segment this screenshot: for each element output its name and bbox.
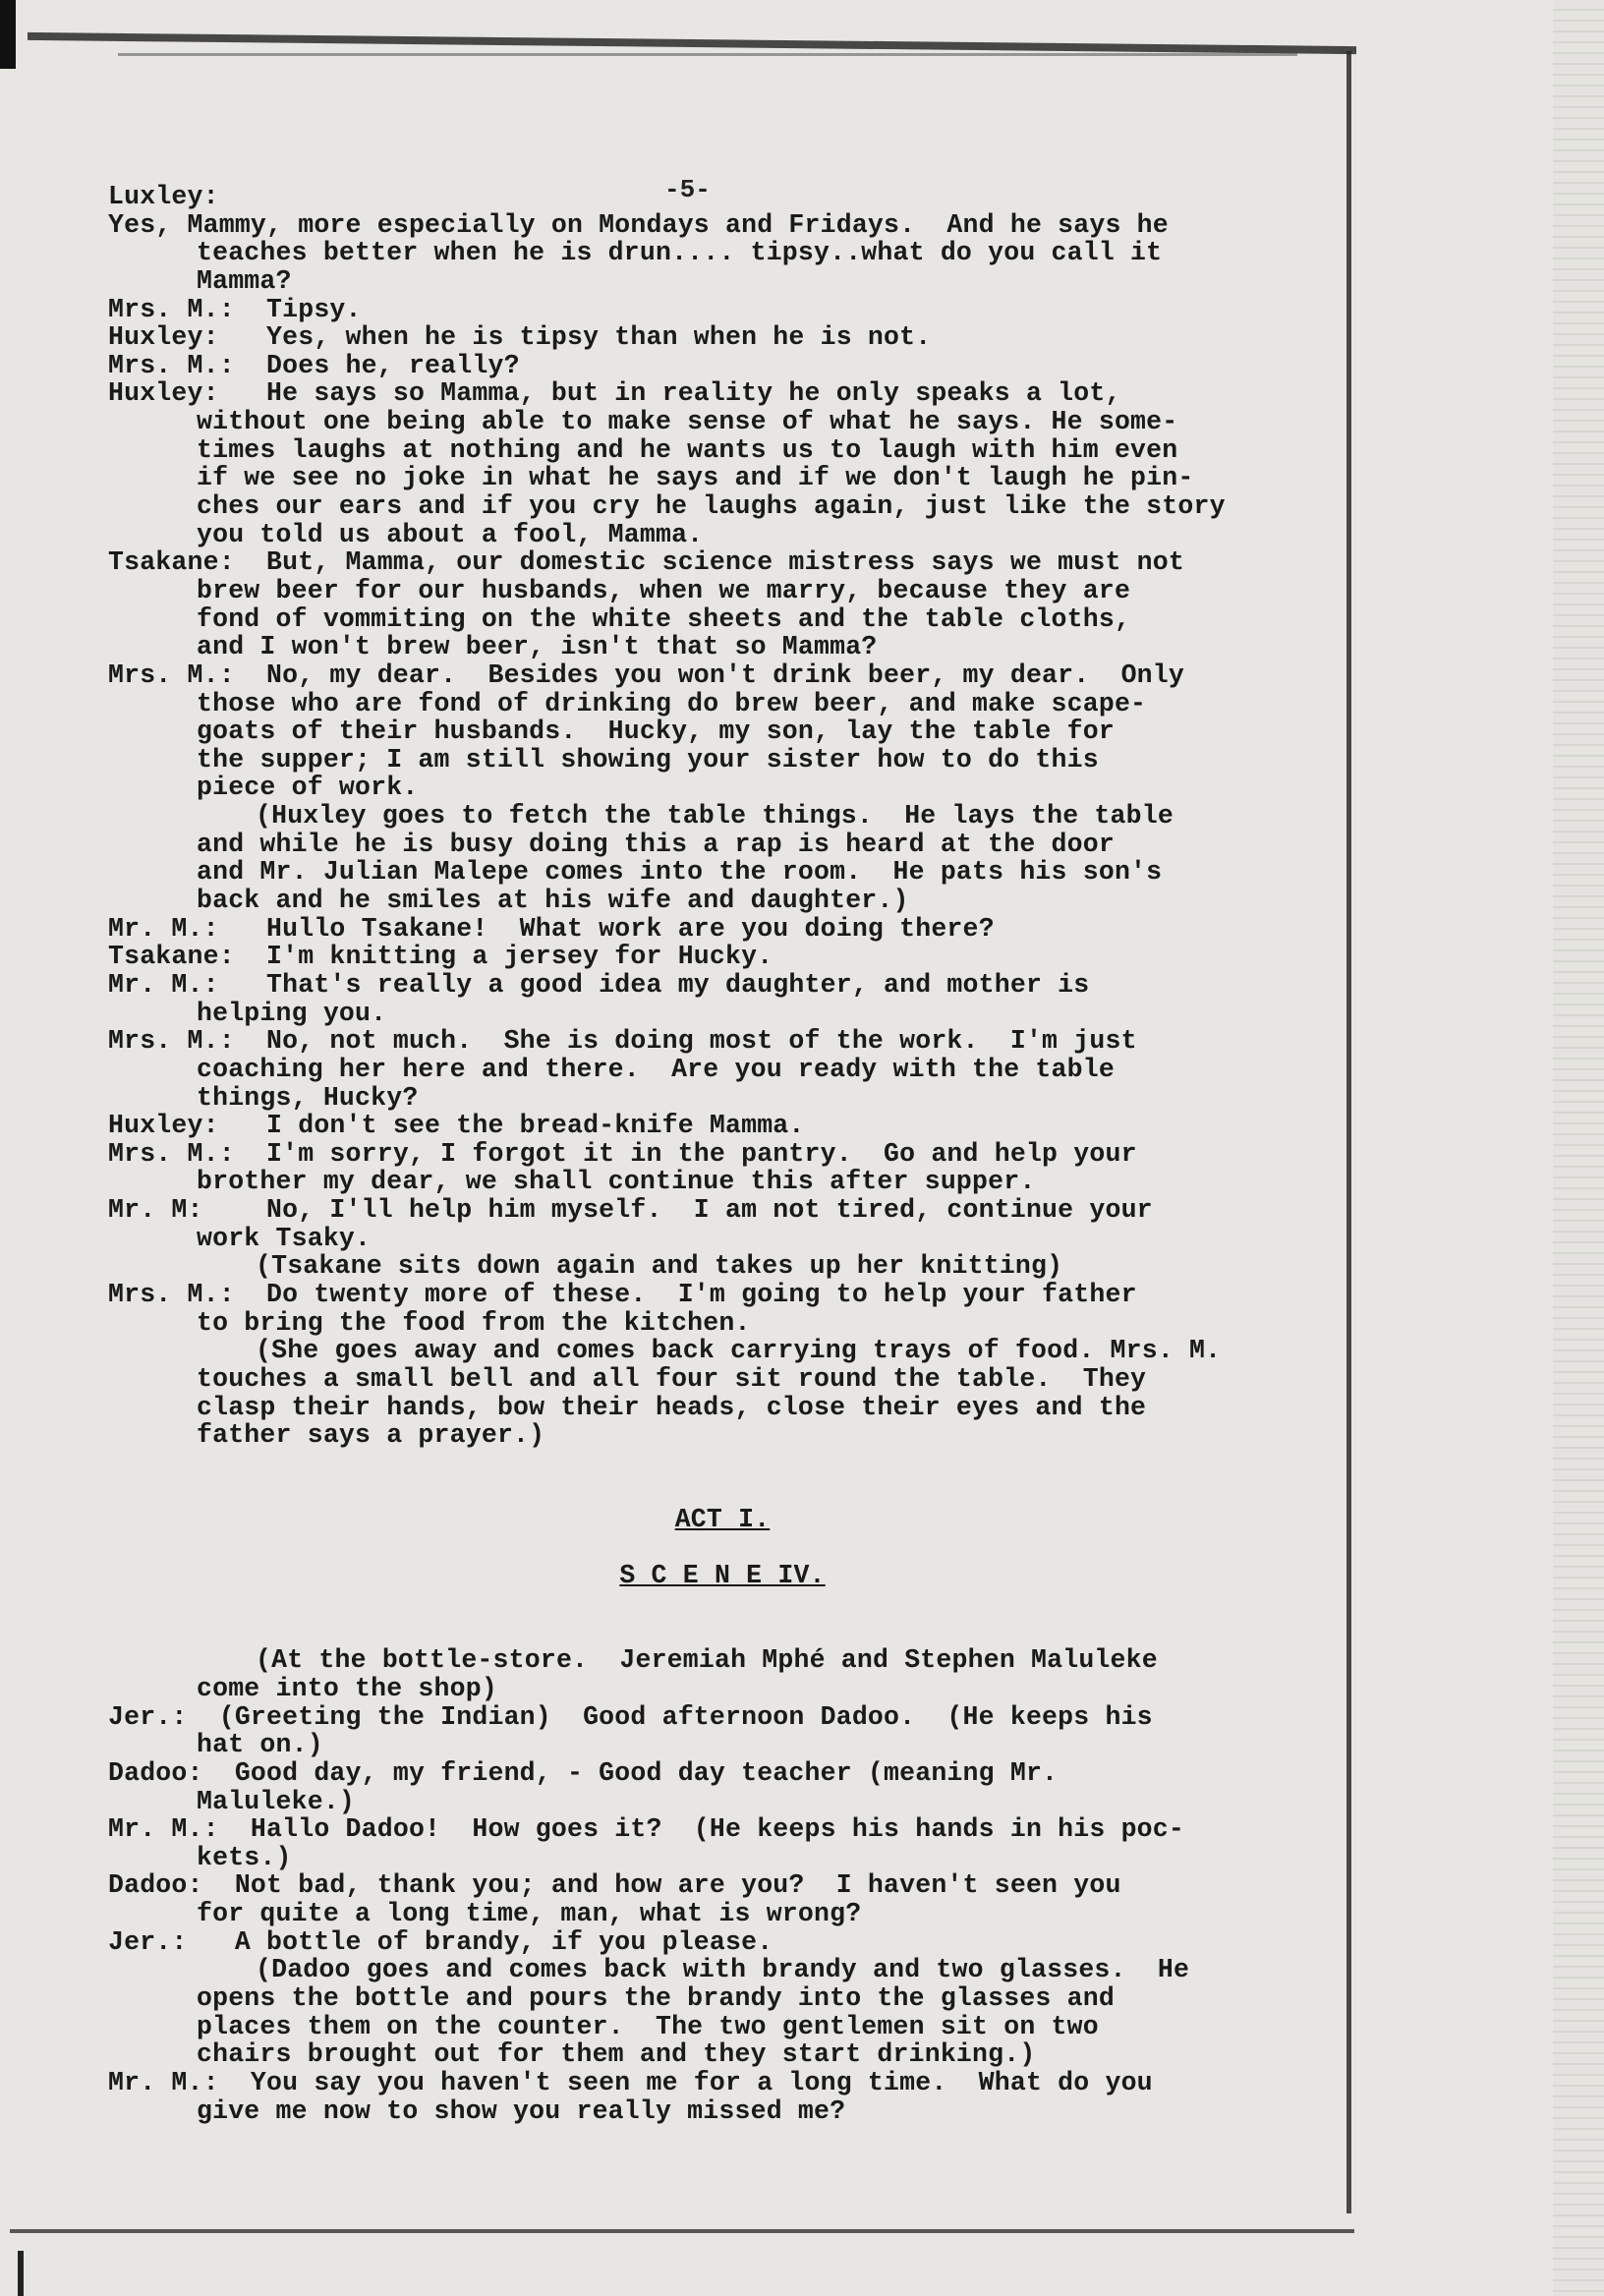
script-line: Mrs. M.: Do twenty more of these. I'm going to help your father <box>108 1279 1137 1309</box>
script-line: Mr. M.: Hallo Dadoo! How goes it? (He keeps his hands in his poc- <box>108 1814 1184 1845</box>
script-line: those who are fond of drinking do brew beer, and make scape- <box>197 688 1147 718</box>
script-line: brother my dear, we shall continue this after supper. <box>197 1167 1036 1197</box>
page-border-top <box>28 32 1356 54</box>
script-line: kets.) <box>197 1842 292 1872</box>
script-line: Mrs. M.: No, not much. She is doing most of the work. I'm just <box>108 1026 1137 1057</box>
script-line: Tsakane: But, Mamma, our domestic science mistress says we must not <box>108 547 1184 578</box>
script-line: brew beer for our husbands, when we marry, because they are <box>197 575 1131 605</box>
script-line: (Tsakane sits down again and takes up her knitting) <box>256 1251 1063 1282</box>
script-line: times laughs at nothing and he wants us to laugh with him even <box>197 434 1178 465</box>
script-line: things, Hucky? <box>197 1082 419 1113</box>
script-line: goats of their husbands. Hucky, my son, lay the table for <box>197 717 1115 747</box>
scan-margin-noise <box>1553 0 1604 2296</box>
section-heading: S C E N E IV. <box>619 1561 826 1591</box>
script-line: Luxley: <box>108 182 219 211</box>
script-line: Mr. M: No, I'll help him myself. I am not tired, continue your <box>108 1195 1153 1226</box>
section-heading: ACT I. <box>674 1505 771 1535</box>
script-line: Jer.: (Greeting the Indian) Good afternoon Dadoo. (He keeps his <box>108 1701 1153 1732</box>
script-line: for quite a long time, man, what is wrong? <box>197 1899 862 1929</box>
script-line <box>108 1590 1337 1619</box>
script-line <box>108 1534 1337 1563</box>
script-line: Huxley: Yes, when he is tipsy than when he is not. <box>108 322 932 353</box>
script-line: coaching her here and there. Are you ready with the table <box>197 1054 1115 1084</box>
script-line: hat on.) <box>197 1730 323 1760</box>
script-line: chairs brought out for them and they start drinking.) <box>197 2039 1036 2070</box>
script-line: Mr. M.: You say you haven't seen me for a long time. What do you <box>108 2067 1153 2097</box>
script-line: Mamma? <box>197 265 292 296</box>
script-line: work Tsaky. <box>197 1223 372 1253</box>
script-line: (She goes away and comes back carrying trays of food. Mrs. M. <box>256 1336 1222 1366</box>
script-line <box>108 1450 1337 1478</box>
script-line: and Mr. Julian Malepe comes into the room. He pats his son's <box>197 857 1163 888</box>
script-line: ches our ears and if you cry he laughs again, just like the story <box>197 491 1226 522</box>
script-line: the supper; I am still showing your sister how to do this <box>197 744 1099 775</box>
script-line: Mr. M.: That's really a good idea my daughter, and mother is <box>108 969 1090 1000</box>
script-line: and while he is busy doing this a rap is heard at the door <box>197 829 1115 859</box>
script-line: Dadoo: Not bad, thank you; and how are you? I haven't seen you <box>108 1870 1121 1901</box>
script-line: piece of work. <box>197 773 419 803</box>
script-line: back and he smiles at his wife and daughter.) <box>197 886 909 916</box>
script-line: clasp their hands, bow their heads, close their eyes and the <box>197 1392 1147 1422</box>
script-line: father says a prayer.) <box>197 1420 545 1451</box>
page-number: -5- <box>664 175 711 204</box>
script-line: you told us about a fool, Mamma. <box>197 519 704 549</box>
scan-bottom-mark <box>18 2251 24 2296</box>
scan-edge-mark <box>0 0 16 69</box>
script-line: Mrs. M.: Does he, really? <box>108 350 520 380</box>
script-line: fond of vommiting on the white sheets and the table cloths, <box>197 603 1131 634</box>
script-line: and I won't brew beer, isn't that so Mamma? <box>197 632 878 662</box>
script-line: helping you. <box>197 998 387 1028</box>
script-line: teaches better when he is drun.... tipsy..what do you call it <box>197 238 1163 268</box>
page-border-bottom <box>10 2229 1354 2233</box>
page-border-shadow <box>118 53 1297 56</box>
script-line: touches a small bell and all four sit round the table. They <box>197 1363 1147 1394</box>
script-line: without one being able to make sense of what he says. He some- <box>197 407 1178 437</box>
script-line: Mrs. M.: I'm sorry, I forgot it in the pantry. Go and help your <box>108 1138 1137 1169</box>
script-line: if we see no joke in what he says and if we don't laugh he pin- <box>197 463 1194 493</box>
script-line: (At the bottle-store. Jeremiah Mphé and Stephen Maluleke <box>256 1645 1158 1676</box>
script-line: Tsakane: I'm knitting a jersey for Hucky. <box>108 942 773 972</box>
script-line: come into the shop) <box>197 1673 497 1703</box>
script-text-body <box>108 183 1337 2125</box>
script-line <box>108 1619 1337 1647</box>
script-line: to bring the food from the kitchen. <box>197 1307 751 1338</box>
script-line: places them on the counter. The two gentlemen sit on two <box>197 2011 1099 2041</box>
script-line: opens the bottle and pours the brandy into the glasses and <box>197 1983 1115 2013</box>
script-line: Mrs. M.: Tipsy. <box>108 294 362 324</box>
script-line: (Huxley goes to fetch the table things. He lays the table <box>256 801 1174 832</box>
script-line <box>108 1477 1337 1506</box>
script-line: Dadoo: Good day, my friend, - Good day teacher (meaning Mr. <box>108 1757 1059 1788</box>
script-line: Maluleke.) <box>197 1786 356 1816</box>
script-line: give me now to show you really missed me? <box>197 2095 846 2126</box>
script-line: Mr. M.: Hullo Tsakane! What work are you doing there? <box>108 913 995 944</box>
script-line: Mrs. M.: No, my dear. Besides you won't drink beer, my dear. Only <box>108 660 1184 690</box>
script-line: Yes, Mammy, more especially on Mondays and Fridays. And he says he <box>108 209 1169 240</box>
script-line: Huxley: I don't see the bread-knife Mamma. <box>108 1111 805 1141</box>
script-line: Huxley: He says so Mamma, but in reality he only speaks a lot, <box>108 378 1121 409</box>
page-border-right <box>1346 51 1351 2213</box>
script-line: Jer.: A bottle of brandy, if you please. <box>108 1926 773 1957</box>
script-line: (Dadoo goes and comes back with brandy and two glasses. He <box>256 1955 1190 1985</box>
